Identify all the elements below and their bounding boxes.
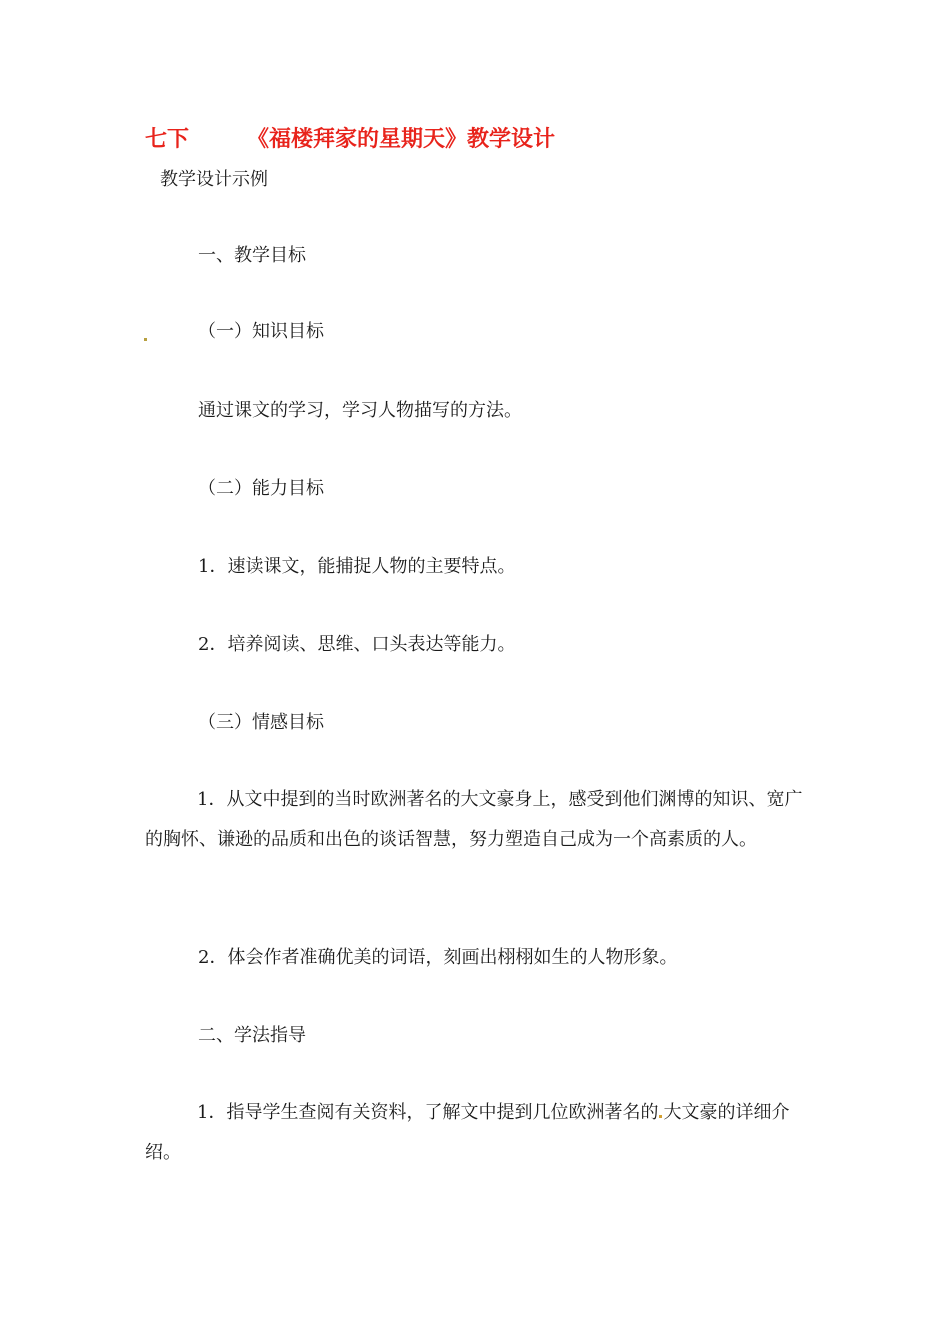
subtitle: 教学设计示例	[160, 169, 268, 190]
subheading-ability: （二）能力目标	[198, 478, 324, 499]
emotion-item-1-text: 1．从文中提到的当时欧洲著名的大文豪身上，感受到他们渊博的知识、宽广的胸怀、谦逊的品质和出色的谈话智慧，努力塑造自己成为一个高素质的人。	[145, 789, 803, 850]
emotion-item-2: 2．体会作者准确优美的词语，刻画出栩栩如生的人物形象。	[198, 947, 678, 968]
section-heading-objectives: 一、教学目标	[198, 245, 306, 266]
title-lesson: 《福楼拜家的星期天》教学设计	[247, 127, 556, 152]
method-item-1-text-a: 1．指导学生查阅有关资料，了解文中提到几位欧洲著名的	[197, 1102, 659, 1123]
document-title	[145, 122, 555, 153]
method-item-1	[145, 1093, 815, 1173]
emotion-item-1	[145, 780, 815, 860]
stray-dot-inline	[659, 1115, 662, 1118]
section-heading-method: 二、学法指导	[198, 1025, 306, 1046]
ability-item-1: 1．速读课文，能捕捉人物的主要特点。	[198, 556, 516, 577]
method-item-1-text-b: 大文豪的详细介绍。	[145, 1102, 790, 1163]
ability-item-2: 2．培养阅读、思维、口头表达等能力。	[198, 634, 516, 655]
subheading-emotion: （三）情感目标	[198, 712, 324, 733]
title-grade: 七下	[145, 127, 190, 152]
knowledge-text: 通过课文的学习，学习人物描写的方法。	[198, 400, 522, 421]
stray-dot-mark	[144, 338, 147, 341]
subheading-knowledge: （一）知识目标	[198, 321, 324, 342]
